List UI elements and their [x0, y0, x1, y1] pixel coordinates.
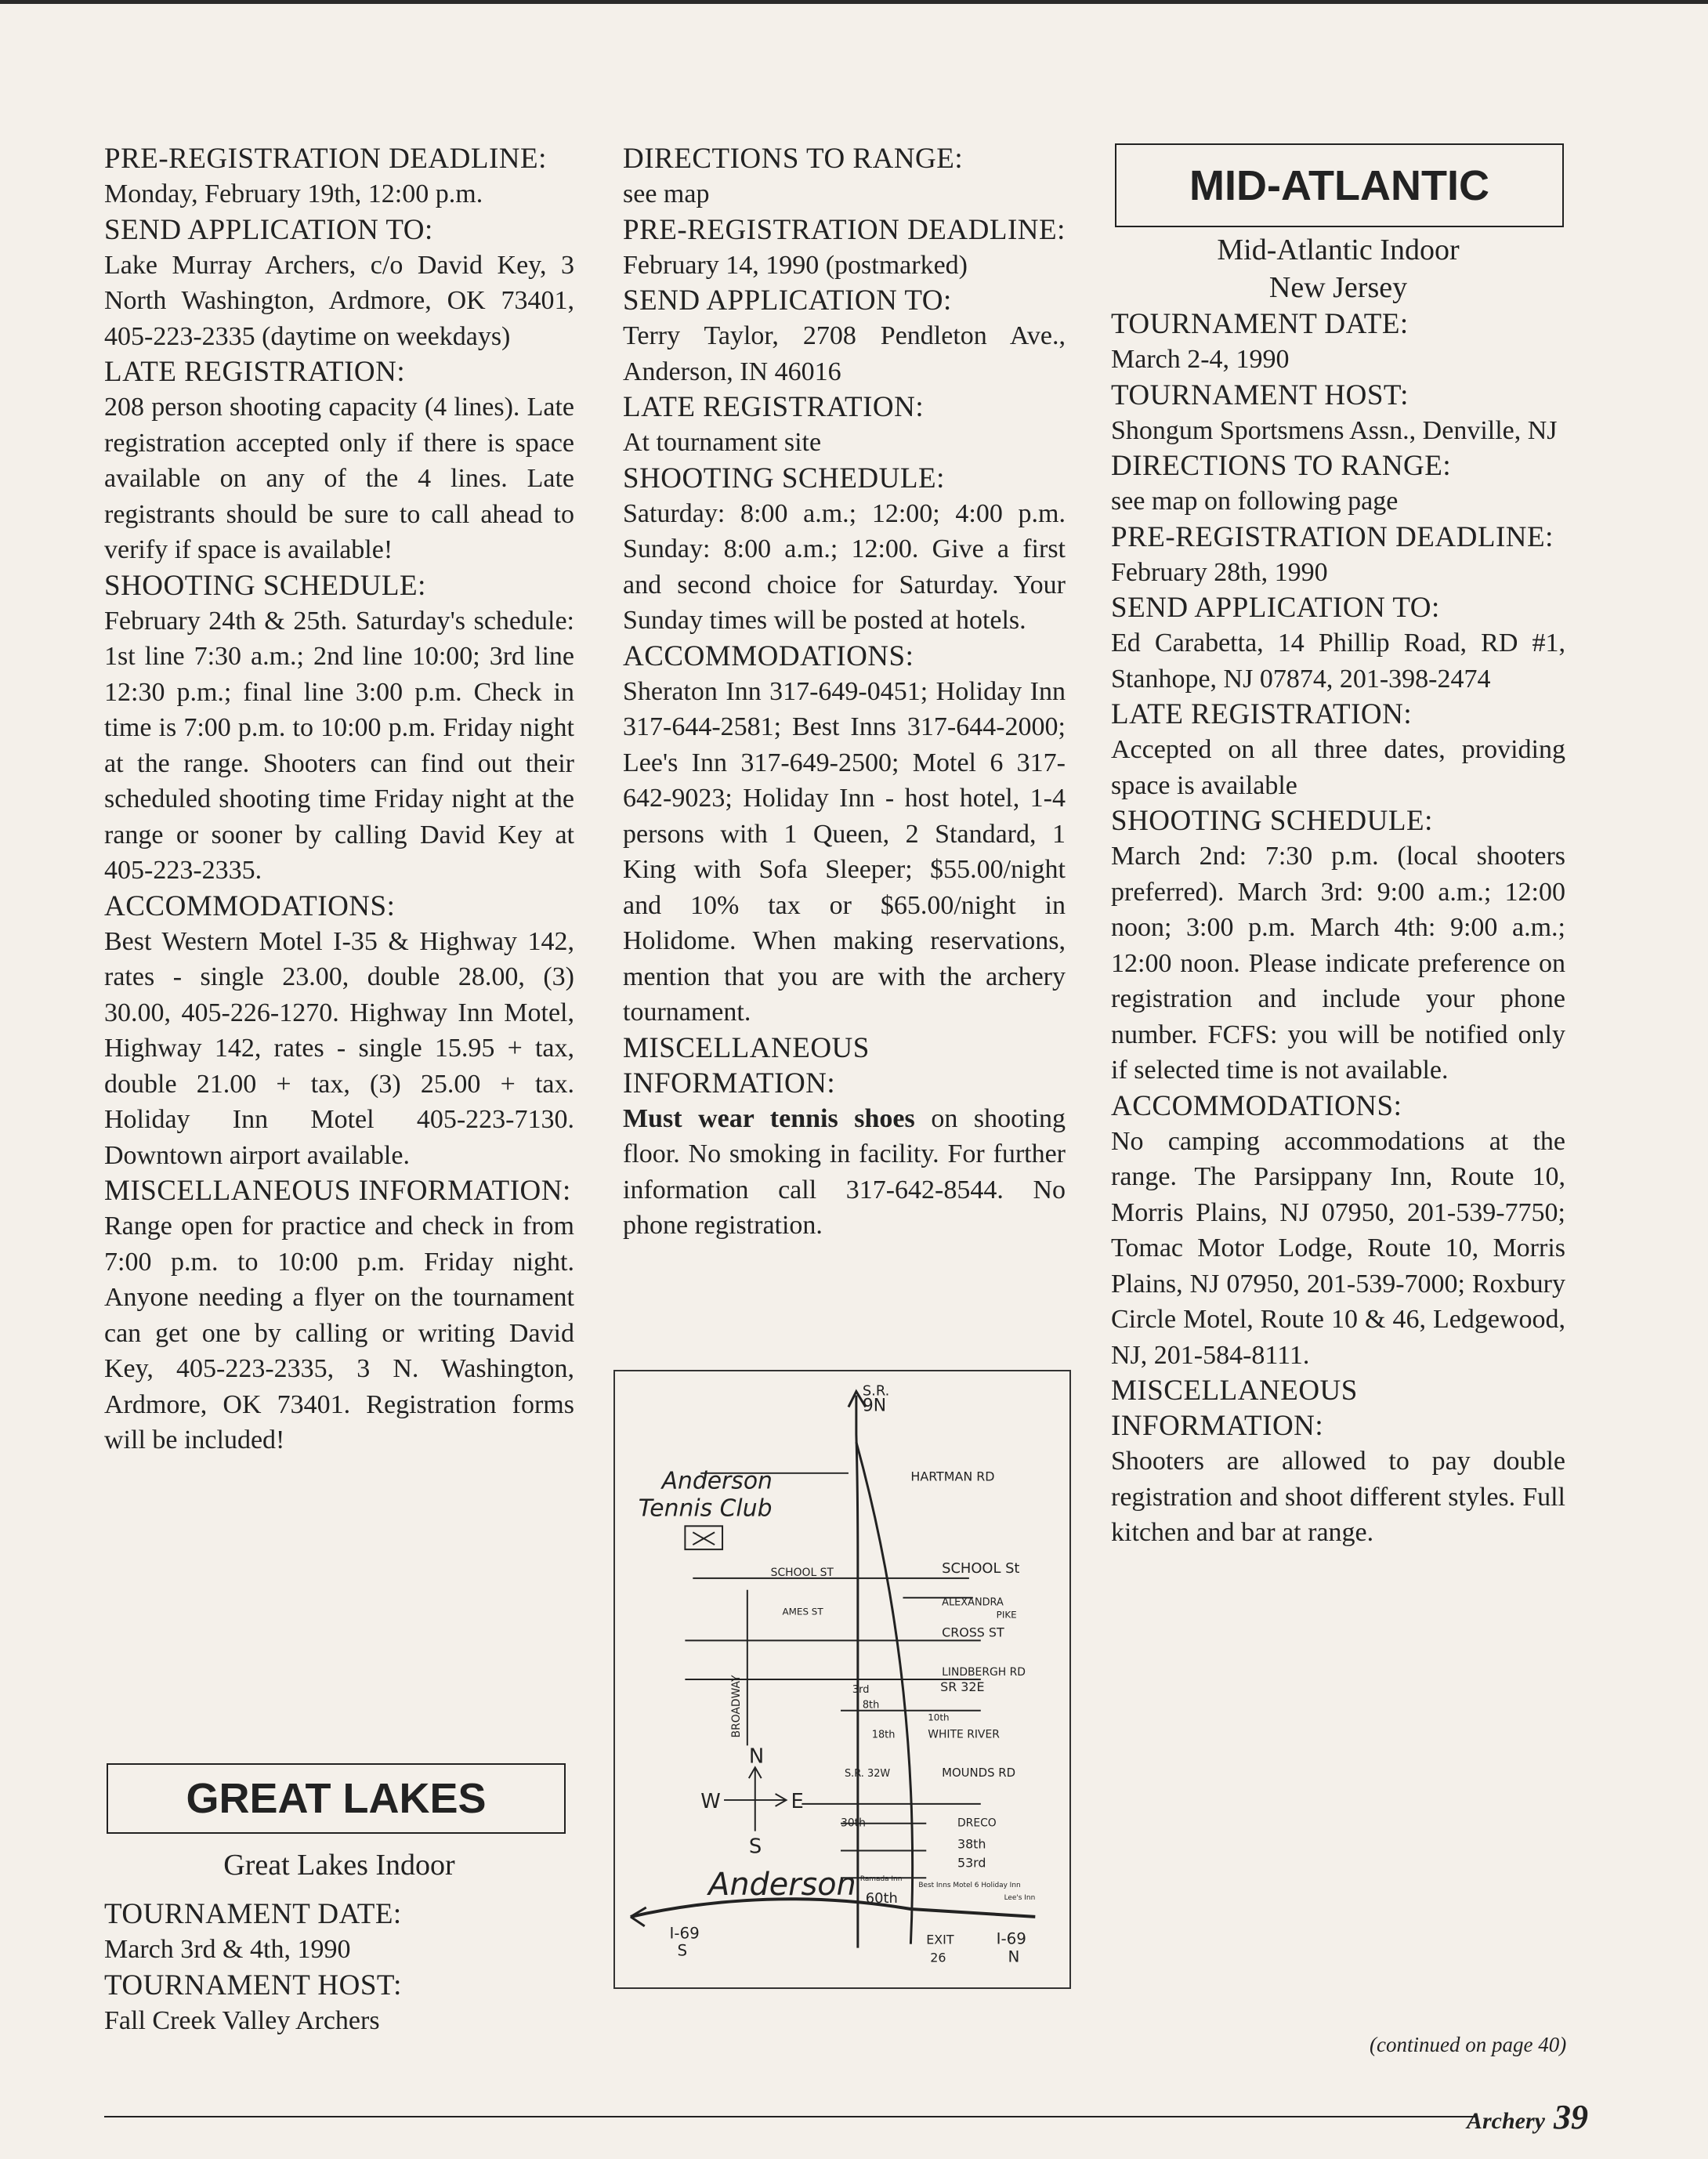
sixtieth-st-label: 60th: [865, 1890, 898, 1907]
col3-section: [1111, 803, 1565, 1089]
section-label: TOURNAMENT HOST:: [104, 1969, 402, 2001]
section-label: ACCOMMODATIONS:: [1111, 1089, 1402, 1122]
section-text: [623, 1101, 1066, 1244]
dreco-label: DRECO: [957, 1817, 997, 1830]
club-name-2: Tennis Club: [638, 1494, 773, 1523]
section-text: February 28th, 1990: [1111, 557, 1328, 587]
tenth-st-label: 10th: [928, 1712, 950, 1723]
col3-section: [1111, 378, 1565, 449]
third-st-label: 3rd: [852, 1683, 870, 1696]
section-text: Shongum Sportsmens Assn., Denville, NJ: [1111, 415, 1558, 445]
section-label: DIRECTIONS TO RANGE:: [623, 143, 964, 175]
map-drawing: [615, 1371, 1069, 1987]
col1-section: [104, 889, 574, 1174]
section-label: TOURNAMENT DATE:: [1111, 308, 1409, 340]
section-label: DIRECTIONS TO RANGE:: [1111, 450, 1452, 482]
great-lakes-title: Great Lakes Indoor: [223, 1849, 455, 1882]
alexandria-label: ALEXANDRA: [942, 1596, 1004, 1609]
sr32e-label: SR 32E: [940, 1679, 985, 1694]
exit-label: EXIT: [926, 1932, 954, 1947]
col2-section: [623, 639, 1066, 1031]
pike-label: PIKE: [996, 1609, 1017, 1621]
section-text: Sheraton Inn 317-649-0451; Holiday Inn 317-644-2581; Best Inns 317-644-2000; Lee's Inn 317-649-2500; Motel 6 317-642-9023; Holiday Inn - host hotel, 1-4 persons with 1 Queen, 2 Standard, 1 King with Sofa Sleeper; $55.00/night and 10% tax or $65.00/night in Holidome. When making reservations, mention that you are with the archery tournament.: [623, 676, 1066, 1027]
ames-label: AMES ST: [782, 1606, 823, 1617]
col2-section: [623, 283, 1066, 389]
compass-s: S: [748, 1835, 762, 1859]
section-label: ACCOMMODATIONS:: [623, 639, 914, 672]
great-lakes-title-wrap: [104, 1846, 574, 1884]
i69n-label: I-69: [996, 1929, 1026, 1948]
section-label: SEND APPLICATION TO:: [623, 284, 952, 317]
continued-note: (continued on page 40): [1370, 2033, 1567, 2056]
top-rule: [0, 0, 1708, 4]
column-1: [104, 141, 574, 1458]
section-text: see map: [623, 179, 710, 208]
compass-n: N: [748, 1744, 765, 1769]
section-label: SHOOTING SCHEDULE:: [104, 569, 426, 602]
i69s-label: I-69: [669, 1924, 700, 1943]
col3-section: [1111, 448, 1565, 520]
section-label: MISCELLANEOUS INFORMATION:: [1111, 1375, 1358, 1442]
section-text: Accepted on all three dates, providing space is available: [1111, 735, 1565, 800]
col1-section: [104, 354, 574, 568]
mid-atlantic-title-2: New Jersey: [1268, 271, 1408, 304]
section-label: PRE-REGISTRATION DEADLINE:: [623, 213, 1066, 246]
section-text: 208 person shooting capacity (4 lines). Late registration accepted only if there is space available on any of the 4 lines. Late registrants should be sure to call ahead to verify if space is available!: [104, 393, 574, 564]
section-label: LATE REGISTRATION:: [104, 356, 406, 388]
section-label: MISCELLANEOUS INFORMATION:: [623, 1031, 870, 1099]
col1-section: [104, 141, 574, 212]
i69n-dir: N: [1008, 1947, 1020, 1966]
section-label: SHOOTING SCHEDULE:: [623, 462, 945, 494]
mid-atlantic-title-1: Mid-Atlantic Indoor: [1217, 234, 1460, 266]
section-text: Saturday: 8:00 a.m.; 12:00; 4:00 p.m. Sunday: 8:00 a.m.; 12:00. Give a first and second choice for Saturday. Your Sunday times will be posted at hotels.: [623, 498, 1066, 635]
section-label: LATE REGISTRATION:: [1111, 698, 1413, 730]
section-text: No camping accommodations at the range. The Parsippany Inn, Route 10, Morris Plains, NJ 07950, 201-539-7750; Tomac Motor Lodge, Route 10, Morris Plains, NJ 07950, 201-539-7000; Roxbury Circle Motel, Route 10 & 46, Ledgewood, NJ, 201-584-8111.: [1111, 1126, 1565, 1370]
section-text: see map on following page: [1111, 487, 1399, 516]
section-label: PRE-REGISTRATION DEADLINE:: [104, 143, 547, 175]
hartman-label: HARTMAN RD: [910, 1469, 995, 1484]
section-label: TOURNAMENT DATE:: [104, 1898, 402, 1930]
anderson-label: Anderson: [708, 1867, 856, 1904]
compass-w: W: [700, 1789, 721, 1813]
section-label: TOURNAMENT HOST:: [1111, 379, 1409, 411]
misc-bold-text: Must wear tennis shoes: [623, 1103, 915, 1133]
section-text: Monday, February 19th, 12:00 p.m.: [104, 179, 483, 208]
col3-section: [1111, 520, 1565, 591]
section-text: Fall Creek Valley Archers: [104, 2005, 380, 2035]
section-text: February 14, 1990 (postmarked): [623, 250, 968, 280]
col1-section: [104, 212, 574, 355]
sr9-road: [856, 1396, 858, 1948]
section-text: Best Western Motel I-35 & Highway 142, rates - single 23.00, double 28.00, (3) 30.00, 405-226-1270. Highway Inn Motel, Highway 142, rates - single 15.95 + tax, double 21.00 + tax, (3) 25.00 + tax. Holiday Inn Motel 405-223-7130. Downtown airport available.: [104, 926, 574, 1170]
compass-e: E: [791, 1789, 804, 1813]
hotel-label-2: Best Inns Motel 6 Holiday Inn: [918, 1882, 1021, 1890]
great-lakes-body: [104, 1896, 574, 2038]
section-label: SHOOTING SCHEDULE:: [1111, 805, 1433, 837]
col2-section: [623, 389, 1066, 461]
hotel-label-3: Lee's Inn: [1004, 1894, 1036, 1903]
section-label: SEND APPLICATION TO:: [1111, 592, 1440, 624]
lindbergh-label: LINDBERGH RD: [942, 1666, 1026, 1679]
white-river-label: WHITE RIVER: [928, 1728, 1000, 1741]
eighth-st-label: 8th: [862, 1699, 880, 1712]
col3-section: [1111, 1373, 1565, 1551]
section-text: Shooters are allowed to pay double registration and shoot different styles. Full kitchen and bar at range.: [1111, 1447, 1565, 1547]
section-text: Lake Murray Archers, c/o David Key, 3 North Washington, Ardmore, OK 73401, 405-223-2335 (daytime on weekdays): [104, 250, 574, 351]
section-label: LATE REGISTRATION:: [623, 391, 925, 423]
club-name-1: Anderson: [661, 1467, 773, 1495]
page-folio: [1467, 2097, 1588, 2137]
hotel-label-1: Ramada Inn: [859, 1875, 903, 1884]
school-st-left: SCHOOL ST: [770, 1566, 834, 1579]
thirtyeighth-st-label: 38th: [957, 1836, 986, 1852]
column-2: [623, 141, 1066, 1244]
exit-num: 26: [930, 1950, 946, 1965]
fiftythird-st-label: 53rd: [957, 1855, 986, 1871]
col3-section: [1111, 590, 1565, 697]
mid-atlantic-heading: MID-ATLANTIC: [1115, 143, 1564, 227]
magazine-name: Archery: [1467, 2108, 1545, 2134]
footer-rule: [104, 2116, 1475, 2117]
school-st-right: SCHOOL St: [942, 1559, 1020, 1577]
sr9n-num: 9N: [862, 1396, 887, 1416]
section-text: Terry Taylor, 2708 Pendleton Ave., Anderson, IN 46016: [623, 321, 1066, 386]
section-text: At tournament site: [623, 428, 822, 457]
col1-section: [104, 568, 574, 889]
eighteenth-st-label: 18th: [871, 1729, 896, 1741]
section-label: ACCOMMODATIONS:: [104, 889, 396, 922]
thirtieth-st-label: 30th: [841, 1817, 866, 1830]
section-label: MISCELLANEOUS INFORMATION:: [104, 1175, 571, 1207]
mid-atlantic-body: [1111, 231, 1565, 1551]
col2-section: [623, 141, 1066, 212]
col3-section: [1111, 697, 1565, 803]
col3-section: [1111, 1089, 1565, 1374]
section-text: March 3rd & 4th, 1990: [104, 1935, 351, 1964]
great-lakes-heading: GREAT LAKES: [107, 1763, 566, 1834]
cross-st-label: CROSS ST: [942, 1625, 1004, 1640]
misc-rest-text: on shooting floor. No smoking in facility. For further information call 317-642-8544. No phone registration.: [623, 1103, 1066, 1240]
section-label: PRE-REGISTRATION DEADLINE:: [1111, 520, 1554, 553]
section-text: February 24th & 25th. Saturday's schedule: 1st line 7:30 a.m.; 2nd line 10:00; 3rd line 12:30 p.m.; final line 3:00 p.m. Check in time is 7:00 p.m. to 10:00 p.m. Friday night at the range. Shooters can find out their scheduled shooting time Friday night at the range or sooner by calling David Key at 405-223-2335.: [104, 606, 574, 885]
page-number: 39: [1554, 2098, 1588, 2136]
col3-section: [1111, 306, 1565, 378]
col2-section: [623, 461, 1066, 639]
section-text: March 2nd: 7:30 p.m. (local shooters preferred). March 3rd: 9:00 a.m.; 12:00 noon; 3:00 p.m. March 4th: 9:00 a.m.; 12:00 noon. Please indicate preference on registration and include your phone number. FCFS: you will be notified only if selected time is not available.: [1111, 842, 1565, 1085]
i69s-dir: S: [677, 1941, 688, 1960]
col1-section: [104, 1173, 574, 1458]
sr9n-label: S.R.: [862, 1382, 890, 1400]
section-text: Ed Carabetta, 14 Phillip Road, RD #1, Stanhope, NJ 07874, 201-398-2474: [1111, 629, 1565, 694]
section-text: Range open for practice and check in from 7:00 p.m. to 10:00 p.m. Friday night. Anyone needing a flyer on the tournament can get one by calling or writing David Key, 405-223-2335, 3 N. Washington, Ardmore, OK 73401. Registration forms will be included!: [104, 1212, 574, 1454]
col2-section: [623, 212, 1066, 284]
section-label: SEND APPLICATION TO:: [104, 213, 433, 246]
broadway-label: BROADWAY: [729, 1675, 743, 1738]
section-text: March 2-4, 1990: [1111, 345, 1290, 374]
col2-section: [623, 1031, 1066, 1244]
directions-map: [613, 1370, 1071, 1989]
sr32w-label: S.R. 32W: [844, 1768, 891, 1780]
mounds-label: MOUNDS RD: [942, 1766, 1016, 1780]
